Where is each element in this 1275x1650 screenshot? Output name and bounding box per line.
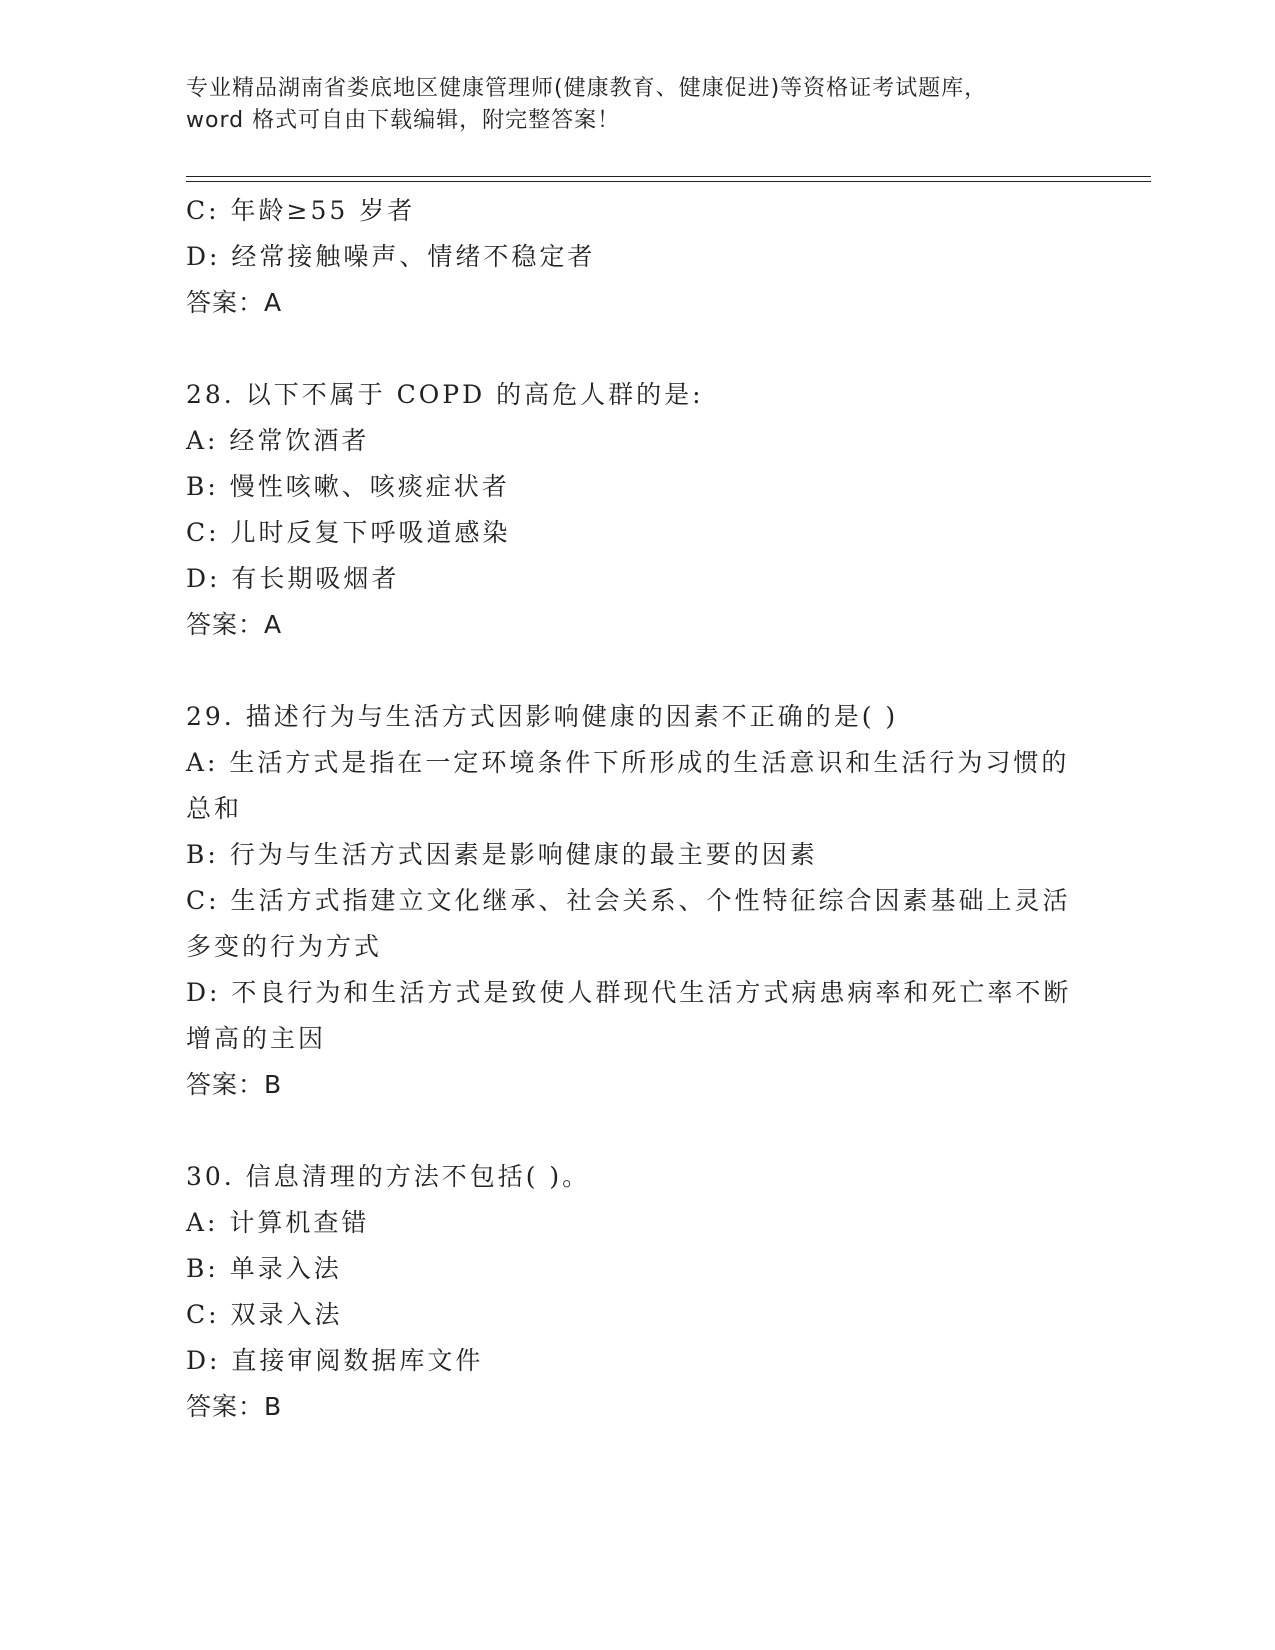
option-c: C: 双录入法 bbox=[186, 1300, 343, 1329]
option-b: B: 慢性咳嗽、咳痰症状者 bbox=[186, 472, 510, 501]
question-stem: 30. 信息清理的方法不包括( )。 bbox=[186, 1162, 591, 1191]
header-line-2: word 格式可自由下载编辑，附完整答案！ bbox=[186, 108, 621, 133]
option-b: B: 单录入法 bbox=[186, 1254, 342, 1283]
spacer bbox=[186, 326, 1086, 372]
question-28 bbox=[186, 372, 1086, 648]
header-rule-bottom bbox=[186, 181, 1151, 182]
document-header bbox=[186, 73, 1086, 137]
spacer bbox=[186, 648, 1086, 694]
option-b: B: 行为与生活方式因素是影响健康的最主要的因素 bbox=[186, 840, 818, 869]
question-stem: 29. 描述行为与生活方式因影响健康的因素不正确的是( ) bbox=[186, 702, 899, 731]
option-c: C: 生活方式指建立文化继承、社会关系、个性特征综合因素基础上灵活多变的行为方式 bbox=[186, 886, 1071, 961]
answer: 答案：B bbox=[186, 1392, 283, 1421]
answer: 答案：A bbox=[186, 288, 283, 317]
question-stem: 28. 以下不属于 COPD 的高危人群的是: bbox=[186, 380, 704, 409]
question-30 bbox=[186, 1154, 1086, 1430]
option-d: D: 经常接触噪声、情绪不稳定者 bbox=[186, 242, 596, 271]
option-c: C: 年龄≥55 岁者 bbox=[186, 196, 416, 225]
spacer bbox=[186, 1108, 1086, 1154]
answer: 答案：B bbox=[186, 1070, 283, 1099]
answer: 答案：A bbox=[186, 610, 283, 639]
option-d: D: 直接审阅数据库文件 bbox=[186, 1346, 484, 1375]
option-d: D: 有长期吸烟者 bbox=[186, 564, 400, 593]
question-content bbox=[186, 188, 1086, 1430]
header-rule-top bbox=[186, 176, 1151, 177]
option-a: A: 计算机查错 bbox=[186, 1208, 370, 1237]
option-d: D: 不良行为和生活方式是致使人群现代生活方式病患病率和死亡率不断增高的主因 bbox=[186, 978, 1072, 1053]
option-a: A: 生活方式是指在一定环境条件下所形成的生活意识和生活行为习惯的总和 bbox=[186, 748, 1070, 823]
option-c: C: 儿时反复下呼吸道感染 bbox=[186, 518, 511, 547]
question-partial-27 bbox=[186, 188, 1086, 326]
question-29 bbox=[186, 694, 1086, 1108]
option-a: A: 经常饮酒者 bbox=[186, 426, 370, 455]
header-line-1: 专业精品湖南省娄底地区健康管理师(健康教育、健康促进)等资格证考试题库， bbox=[186, 76, 988, 101]
